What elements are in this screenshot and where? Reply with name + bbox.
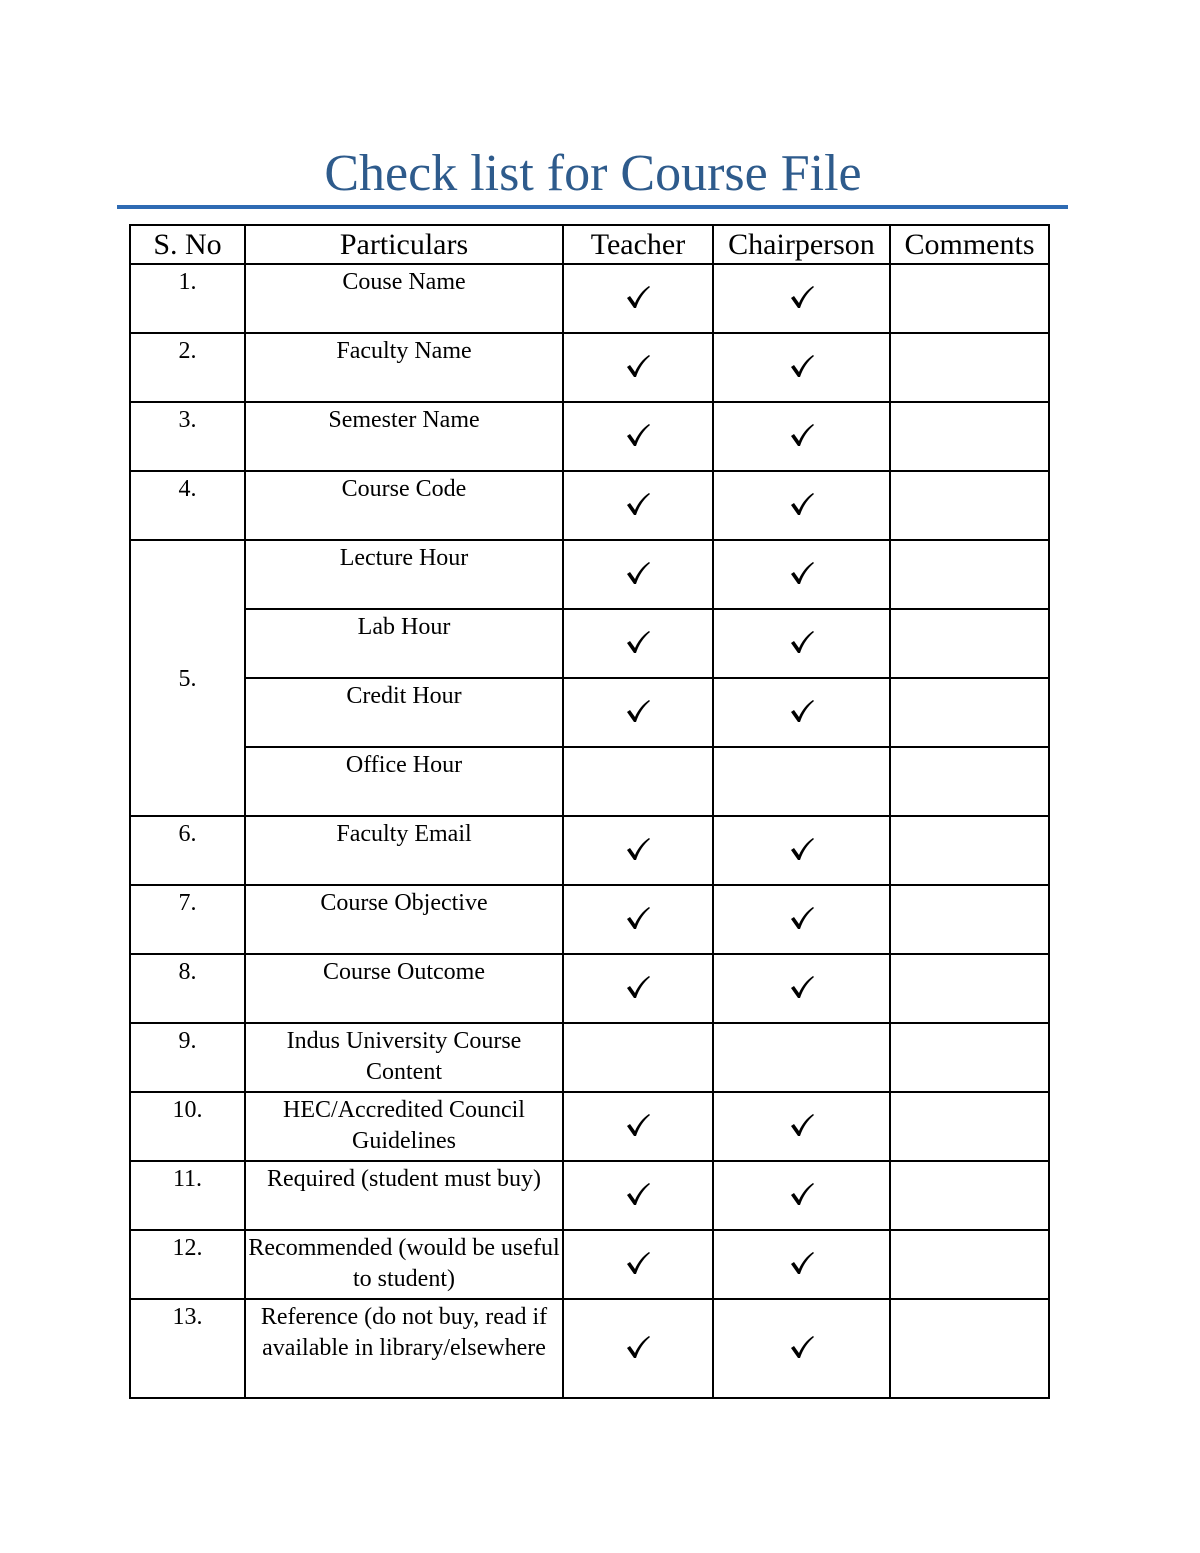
row-sno: 3.	[130, 402, 245, 471]
checkmark-icon	[789, 422, 815, 448]
teacher-check-cell	[563, 540, 713, 609]
checkmark-icon	[625, 422, 651, 448]
row-particular: Credit Hour	[245, 678, 563, 747]
checkmark-icon	[625, 974, 651, 1000]
table-row	[130, 264, 1049, 333]
header-chairperson: Chairperson	[713, 225, 890, 264]
teacher-check-cell	[563, 1161, 713, 1230]
row-sno: 1.	[130, 264, 245, 333]
checkmark-icon	[789, 1250, 815, 1276]
row-particular: Couse Name	[245, 264, 563, 333]
comments-cell	[890, 1230, 1049, 1299]
teacher-check-cell	[563, 816, 713, 885]
comments-cell	[890, 747, 1049, 816]
row-sno: 11.	[130, 1161, 245, 1230]
header-teacher: Teacher	[563, 225, 713, 264]
comments-cell	[890, 1299, 1049, 1398]
title-underline	[117, 205, 1068, 209]
row-sno: 8.	[130, 954, 245, 1023]
chairperson-check-cell	[713, 471, 890, 540]
page-title: Check list for Course File	[324, 145, 862, 202]
chairperson-check-cell	[713, 1161, 890, 1230]
checkmark-icon	[789, 974, 815, 1000]
row-particular: Course Code	[245, 471, 563, 540]
checkmark-icon	[625, 905, 651, 931]
comments-cell	[890, 885, 1049, 954]
table-row	[130, 333, 1049, 402]
checkmark-icon	[789, 560, 815, 586]
comments-cell	[890, 1161, 1049, 1230]
checkmark-icon	[625, 629, 651, 655]
checkmark-icon	[789, 1181, 815, 1207]
teacher-check-cell	[563, 264, 713, 333]
teacher-check-cell	[563, 678, 713, 747]
chairperson-check-cell	[713, 954, 890, 1023]
row-particular: Semester Name	[245, 402, 563, 471]
chairperson-check-cell	[713, 678, 890, 747]
row-sno: 9.	[130, 1023, 245, 1092]
table-row	[130, 885, 1049, 954]
teacher-check-cell	[563, 1230, 713, 1299]
chairperson-check-cell	[713, 816, 890, 885]
checkmark-icon	[625, 560, 651, 586]
row-sno: 2.	[130, 333, 245, 402]
row-sno: 4.	[130, 471, 245, 540]
table-row	[130, 954, 1049, 1023]
comments-cell	[890, 264, 1049, 333]
checkmark-icon	[789, 1112, 815, 1138]
checkmark-icon	[625, 353, 651, 379]
checklist-table	[129, 224, 1050, 1399]
chairperson-check-cell	[713, 1299, 890, 1398]
chairperson-check-cell	[713, 885, 890, 954]
chairperson-check-cell	[713, 402, 890, 471]
table-row	[130, 471, 1049, 540]
table-row	[130, 1023, 1049, 1092]
row-particular: Course Outcome	[245, 954, 563, 1023]
header-sno: S. No	[130, 225, 245, 264]
header-row	[130, 225, 1049, 264]
comments-cell	[890, 333, 1049, 402]
teacher-check-cell	[563, 1023, 713, 1092]
teacher-check-cell	[563, 885, 713, 954]
checkmark-icon	[625, 836, 651, 862]
checkmark-icon	[789, 836, 815, 862]
checkmark-icon	[625, 1112, 651, 1138]
comments-cell	[890, 954, 1049, 1023]
row-particular: Lab Hour	[245, 609, 563, 678]
row-sno: 12.	[130, 1230, 245, 1299]
checkmark-icon	[789, 1334, 815, 1360]
chairperson-check-cell	[713, 540, 890, 609]
checkmark-icon	[789, 284, 815, 310]
comments-cell	[890, 402, 1049, 471]
table-row	[130, 1161, 1049, 1230]
row-sno: 13.	[130, 1299, 245, 1398]
teacher-check-cell	[563, 609, 713, 678]
teacher-check-cell	[563, 402, 713, 471]
checkmark-icon	[789, 905, 815, 931]
checkmark-icon	[789, 629, 815, 655]
comments-cell	[890, 540, 1049, 609]
row-particular: Recommended (would be useful to student)	[245, 1230, 563, 1299]
chairperson-check-cell	[713, 1230, 890, 1299]
row-particular: Faculty Email	[245, 816, 563, 885]
row-particular: Faculty Name	[245, 333, 563, 402]
teacher-check-cell	[563, 333, 713, 402]
comments-cell	[890, 678, 1049, 747]
checkmark-icon	[625, 698, 651, 724]
table-row	[130, 609, 1049, 678]
row-particular: Lecture Hour	[245, 540, 563, 609]
checkmark-icon	[625, 491, 651, 517]
teacher-check-cell	[563, 954, 713, 1023]
chairperson-check-cell	[713, 747, 890, 816]
comments-cell	[890, 1023, 1049, 1092]
row-particular: Reference (do not buy, read if available in library/elsewhere	[245, 1299, 563, 1398]
chairperson-check-cell	[713, 609, 890, 678]
table-row	[130, 816, 1049, 885]
teacher-check-cell	[563, 1299, 713, 1398]
checkmark-icon	[625, 1181, 651, 1207]
row-particular: HEC/Accredited Council Guidelines	[245, 1092, 563, 1161]
comments-cell	[890, 1092, 1049, 1161]
row-particular: Indus University Course Content	[245, 1023, 563, 1092]
row-sno: 5.	[130, 540, 245, 816]
chairperson-check-cell	[713, 1092, 890, 1161]
row-particular: Course Objective	[245, 885, 563, 954]
chairperson-check-cell	[713, 264, 890, 333]
checkmark-icon	[625, 284, 651, 310]
teacher-check-cell	[563, 747, 713, 816]
table-row	[130, 1299, 1049, 1398]
row-particular: Required (student must buy)	[245, 1161, 563, 1230]
checkmark-icon	[789, 353, 815, 379]
table-row	[130, 1092, 1049, 1161]
chairperson-check-cell	[713, 333, 890, 402]
row-sno: 7.	[130, 885, 245, 954]
checkmark-icon	[789, 698, 815, 724]
checkmark-icon	[625, 1250, 651, 1276]
table-row	[130, 747, 1049, 816]
row-sno: 6.	[130, 816, 245, 885]
table-row	[130, 678, 1049, 747]
table-row	[130, 540, 1049, 609]
comments-cell	[890, 816, 1049, 885]
table-row	[130, 1230, 1049, 1299]
teacher-check-cell	[563, 471, 713, 540]
table-row	[130, 402, 1049, 471]
chairperson-check-cell	[713, 1023, 890, 1092]
row-particular: Office Hour	[245, 747, 563, 816]
checkmark-icon	[789, 491, 815, 517]
checkmark-icon	[625, 1334, 651, 1360]
row-sno: 10.	[130, 1092, 245, 1161]
comments-cell	[890, 609, 1049, 678]
header-particulars: Particulars	[245, 225, 563, 264]
header-comments: Comments	[890, 225, 1049, 264]
comments-cell	[890, 471, 1049, 540]
teacher-check-cell	[563, 1092, 713, 1161]
